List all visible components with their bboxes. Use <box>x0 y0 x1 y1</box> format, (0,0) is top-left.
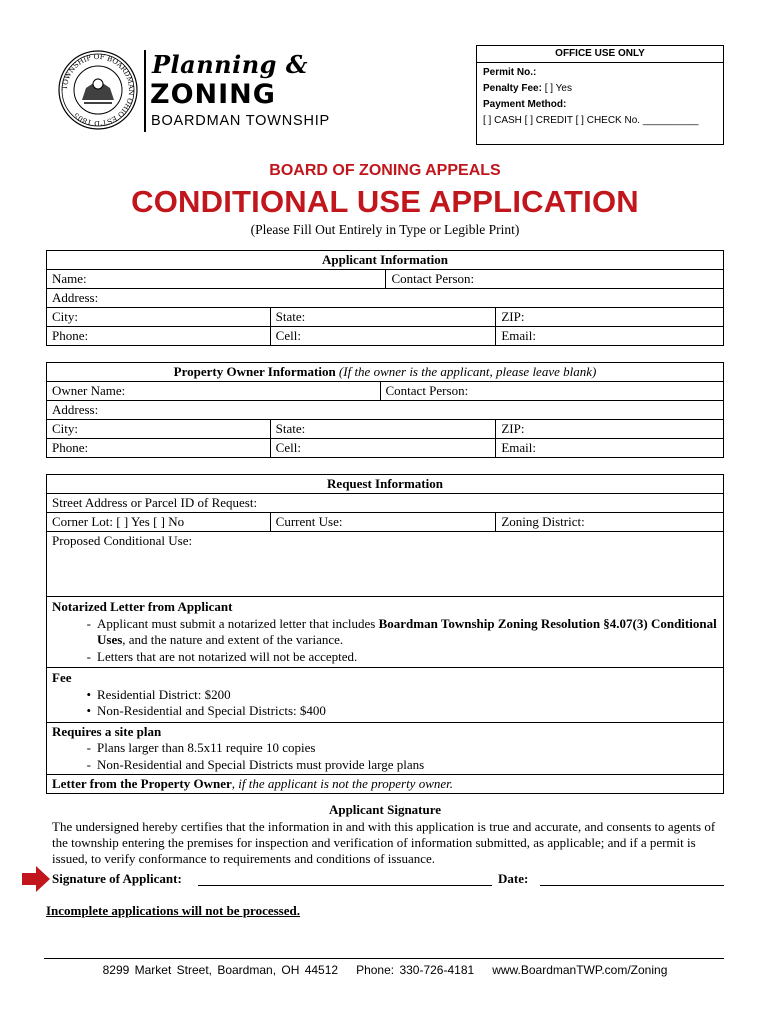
owner-heading-text: Property Owner Information <box>173 364 336 379</box>
signature-label: Signature of Applicant: <box>52 871 182 886</box>
township-seal-logo <box>58 48 138 132</box>
notarized-section: Notarized Letter from Applicant - Applicant must submit a notarized letter that includes Boardman Township Zoning Resolution §4.07(3) Conditional Uses, and the nature and extent of the variance. - Letters that are not notarized will not be accepted. <box>47 597 724 668</box>
certification-text: The undersigned hereby certifies that the information in and with this application is true and accurate, and consents to agents of the township entering the premises for inspection and verification of information submitted, as applicable; and if a permit is issued, to verify conformance to requirements and conditions of issuance. <box>52 819 716 866</box>
owner-address-field[interactable]: Address: <box>47 401 724 420</box>
logo-divider <box>144 50 146 132</box>
logo-zoning-text: ZONING <box>150 79 276 110</box>
footer <box>0 963 770 977</box>
signature-heading: Applicant Signature <box>328 802 442 817</box>
signature-line[interactable] <box>198 885 492 886</box>
owner-state-field[interactable]: State: <box>270 420 496 439</box>
fee-title: Fee <box>52 670 72 685</box>
date-line[interactable] <box>540 885 724 886</box>
site-plan-title: Requires a site plan <box>52 723 162 739</box>
owner-letter-title: Letter from the Property Owner <box>52 776 232 791</box>
penalty-label: Penalty Fee: <box>483 83 542 94</box>
owner-cell-field[interactable]: Cell: <box>270 439 496 458</box>
applicant-phone-field[interactable]: Phone: <box>47 327 271 346</box>
penalty-checkbox[interactable]: [ ] Yes <box>544 83 572 94</box>
applicant-cell-field[interactable]: Cell: <box>270 327 496 346</box>
site-plan-large: Non-Residential and Special Districts must provide large plans <box>97 756 425 772</box>
board-title: BOARD OF ZONING APPEALS <box>269 162 501 179</box>
request-heading: Request Information <box>47 475 724 494</box>
notarized-text-a: Applicant must submit a notarized letter that includes <box>97 615 379 631</box>
notarized-title: Notarized Letter from Applicant <box>52 599 233 614</box>
office-use-title: OFFICE USE ONLY <box>477 46 723 63</box>
notarized-text-c: , and the nature and extent of the variance. <box>122 632 344 647</box>
incomplete-warning: Incomplete applications will not be processed. <box>46 903 300 918</box>
fee-section: Fee • Residential District: $200 • Non-Residential and Special Districts: $400 <box>47 668 724 723</box>
owner-letter-note: , if the applicant is not the property owner. <box>231 776 454 791</box>
proposed-use-field[interactable]: Proposed Conditional Use: <box>47 532 724 597</box>
seal-text: TOWNSHIP OF BOARDMAN OHIO EST'D 1805 <box>60 52 136 128</box>
current-use-field[interactable]: Current Use: <box>270 513 496 532</box>
request-info-table <box>46 474 724 794</box>
date-label: Date: <box>498 871 529 886</box>
payment-options[interactable]: [ ] CASH [ ] CREDIT [ ] CHECK No. __________ <box>483 115 699 126</box>
applicant-zip-field[interactable]: ZIP: <box>496 308 724 327</box>
owner-info-table <box>46 362 724 458</box>
logo-township-text: BOARDMAN TOWNSHIP <box>151 113 331 129</box>
applicant-contact-field[interactable]: Contact Person: <box>386 270 724 289</box>
owner-zip-field[interactable]: ZIP: <box>496 420 724 439</box>
applicant-email-field[interactable]: Email: <box>496 327 724 346</box>
owner-letter-row <box>47 775 724 794</box>
footer-phone: Phone: 330-726-4181 <box>356 963 475 977</box>
owner-phone-field[interactable]: Phone: <box>47 439 271 458</box>
applicant-state-field[interactable]: State: <box>270 308 496 327</box>
request-street-field[interactable]: Street Address or Parcel ID of Request: <box>47 494 724 513</box>
applicant-heading: Applicant Information <box>47 251 724 270</box>
footer-website-link[interactable]: www.BoardmanTWP.com/Zoning <box>492 963 668 977</box>
owner-heading-note: (If the owner is the applicant, please leave blank) <box>338 364 597 379</box>
payment-label: Payment Method: <box>483 99 567 110</box>
fill-instruction: (Please Fill Out Entirely in Type or Legible Print) <box>250 222 520 237</box>
logo-planning-text: Planning & <box>152 50 308 79</box>
form-title: CONDITIONAL USE APPLICATION <box>131 184 639 219</box>
applicant-info-table <box>46 250 724 346</box>
arrow-icon <box>22 866 50 897</box>
applicant-city-field[interactable]: City: <box>47 308 271 327</box>
applicant-address-field[interactable]: Address: <box>47 289 724 308</box>
permit-label: Permit No.: <box>483 67 537 78</box>
owner-name-field[interactable]: Owner Name: <box>47 382 381 401</box>
owner-city-field[interactable]: City: <box>47 420 271 439</box>
fee-nonresidential: Non-Residential and Special Districts: $400 <box>97 703 326 718</box>
site-plan-section: Requires a site plan - Plans larger than 8.5x11 require 10 copies - Non-Residential and Special Districts must provide large plans <box>47 722 724 775</box>
zoning-district-field[interactable]: Zoning District: <box>496 513 724 532</box>
footer-divider <box>44 958 724 959</box>
site-plan-copies: Plans larger than 8.5x11 require 10 copies <box>97 740 316 755</box>
owner-email-field[interactable]: Email: <box>496 439 724 458</box>
owner-contact-field[interactable]: Contact Person: <box>380 382 724 401</box>
applicant-name-field[interactable]: Name: <box>47 270 386 289</box>
office-use-box <box>476 45 724 145</box>
corner-lot-field[interactable]: Corner Lot: [ ] Yes [ ] No <box>47 513 271 532</box>
footer-address: 8299 Market Street, Boardman, OH 44512 <box>102 963 339 977</box>
notarized-text-b: Boardman Township Zoning Resolution §4.07(3) Conditional Uses <box>97 615 717 647</box>
fee-residential: Residential District: $200 <box>97 686 231 702</box>
owner-heading <box>47 363 724 382</box>
notarized-warning: Letters that are not notarized will not be accepted. <box>97 648 358 664</box>
